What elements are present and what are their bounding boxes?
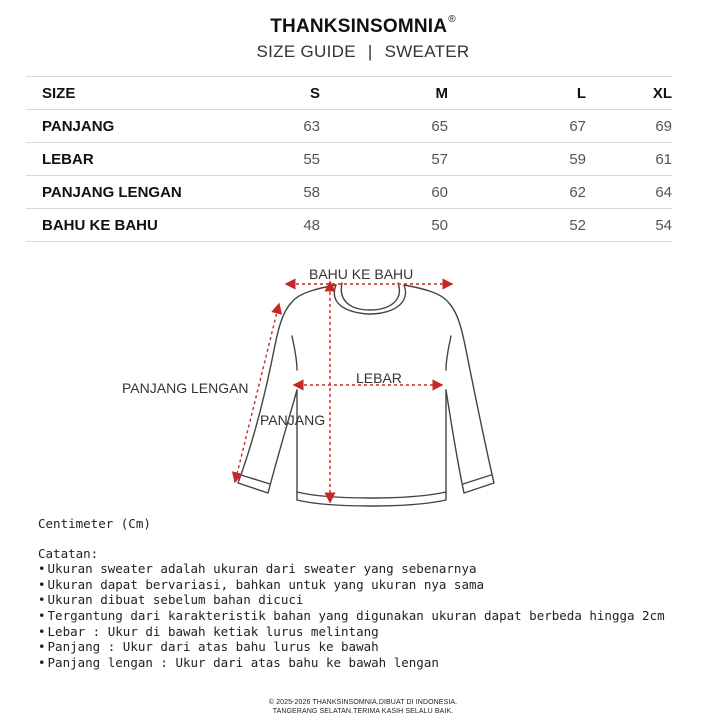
table-row — [26, 143, 672, 176]
cell-s: 63 — [216, 110, 330, 143]
brand-name: THANKSINSOMNIA — [270, 16, 448, 37]
cell-m: 50 — [330, 209, 458, 242]
unit-label: Centimeter (Cm) — [38, 516, 151, 531]
sweater-diagram — [0, 250, 726, 520]
cell-s: 48 — [216, 209, 330, 242]
header-l: L — [458, 77, 586, 110]
label-length: PANJANG — [260, 412, 326, 428]
row-label: LEBAR — [26, 143, 216, 176]
cell-xl: 61 — [586, 143, 672, 176]
header-size: SIZE — [26, 77, 216, 110]
label-width: LEBAR — [356, 370, 402, 386]
note-item: • Panjang : Ukur dari atas bahu lurus ke bawah — [38, 639, 665, 655]
note-item: • Panjang lengan : Ukur dari atas bahu ke bawah lengan — [38, 655, 665, 671]
label-sleeve: PANJANG LENGAN — [122, 380, 249, 396]
row-label: PANJANG — [26, 110, 216, 143]
cell-xl: 54 — [586, 209, 672, 242]
cell-l: 59 — [458, 143, 586, 176]
header-m: M — [330, 77, 458, 110]
cell-s: 55 — [216, 143, 330, 176]
header-s: S — [216, 77, 330, 110]
footer-line: © 2025-2026 THANKSINSOMNIA.DIBUAT DI INDONESIA. — [268, 699, 458, 706]
notes-section — [38, 516, 665, 670]
cell-xl: 69 — [586, 110, 672, 143]
note-item: • Lebar : Ukur di bawah ketiak lurus melintang — [38, 624, 665, 640]
table-row — [26, 209, 672, 242]
subtitle-guide: SIZE GUIDE — [256, 42, 356, 61]
note-item: • Tergantung dari karakteristik bahan yang digunakan ukuran dapat berbeda hingga 2cm — [38, 608, 665, 624]
subtitle-separator: | — [367, 42, 373, 61]
label-shoulder: BAHU KE BAHU — [309, 266, 414, 282]
header-xl: XL — [586, 77, 672, 110]
note-item: • Ukuran sweater adalah ukuran dari sweater yang sebenarnya — [38, 561, 665, 577]
cell-l: 67 — [458, 110, 586, 143]
row-label: BAHU KE BAHU — [26, 209, 216, 242]
cell-l: 52 — [458, 209, 586, 242]
notes-heading: Catatan: — [38, 545, 99, 561]
note-item: • Ukuran dibuat sebelum bahan dicuci — [38, 592, 665, 608]
size-table — [26, 76, 672, 242]
registered-mark: ® — [448, 14, 456, 25]
row-label: PANJANG LENGAN — [26, 176, 216, 209]
measurement-arrows — [236, 284, 448, 498]
subtitle-product: SWEATER — [384, 42, 470, 61]
cell-l: 62 — [458, 176, 586, 209]
cell-xl: 64 — [586, 176, 672, 209]
table-row — [26, 110, 672, 143]
footer — [0, 698, 726, 716]
cell-s: 58 — [216, 176, 330, 209]
table-header-row — [26, 77, 672, 110]
brand-logo — [0, 16, 726, 38]
cell-m: 60 — [330, 176, 458, 209]
footer-line: TANGERANG SELATAN.TERIMA KASIH SELALU BAIK. — [272, 708, 454, 715]
cell-m: 65 — [330, 110, 458, 143]
table-row — [26, 176, 672, 209]
page-subtitle — [0, 42, 726, 62]
note-item: • Ukuran dapat bervariasi, bahkan untuk yang ukuran nya sama — [38, 577, 665, 593]
cell-m: 57 — [330, 143, 458, 176]
